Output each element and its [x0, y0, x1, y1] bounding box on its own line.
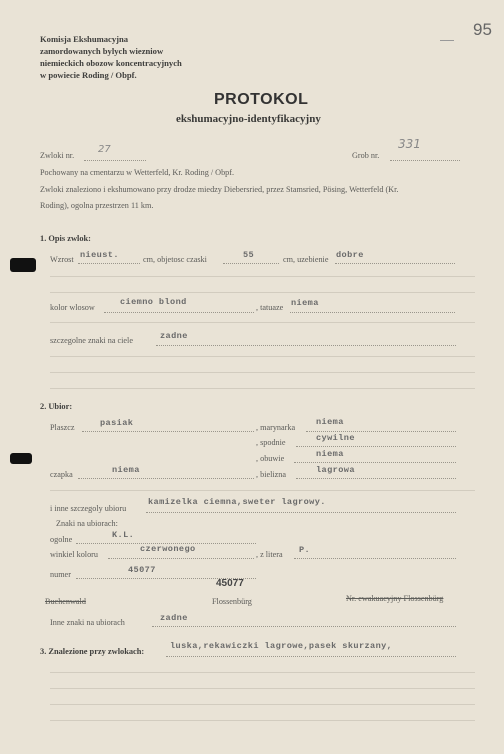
- cap-value: niema: [112, 465, 140, 475]
- burial-location: Pochowany na cmentarzu w Wetterfeld, Kr. Roding / Obpf.: [40, 168, 235, 177]
- buchenwald-label: [45, 597, 86, 606]
- coat-value: pasiak: [100, 418, 134, 428]
- jacket-value: niema: [316, 417, 344, 427]
- coat-label: Plaszcz: [50, 423, 75, 432]
- skull-value: 55: [243, 250, 255, 260]
- zwloki-value: 27: [98, 144, 111, 155]
- trousers-label: , spodnie: [256, 438, 286, 447]
- hair-color-value: ciemno blond: [120, 297, 187, 307]
- number-label: numer: [50, 570, 71, 579]
- tattoo-label: , tatuaze: [256, 303, 284, 312]
- teeth-value: dobre: [336, 250, 364, 260]
- buchenwald-text: Buchenwald: [45, 597, 86, 606]
- clothing-marks-label: Znaki na ubiorach:: [56, 519, 118, 528]
- stamp-number: 45077: [216, 578, 244, 589]
- letter-value: P.: [299, 545, 311, 555]
- tattoo-value: niema: [291, 298, 319, 308]
- evacuation-text: Nr. ewakuacyjny Flossenbürg: [346, 594, 444, 603]
- header-line: Komisja Ekshumacyjna: [40, 34, 129, 44]
- triangle-color-value: czerwonego: [140, 544, 196, 554]
- page-number: 95: [473, 20, 492, 39]
- letter-label: , z litera: [256, 550, 283, 559]
- zwloki-label: Zwloki nr.: [40, 151, 75, 160]
- flossenburg-label: Flossenbürg: [212, 597, 252, 606]
- found-items-value: luska,rekawiczki lagrowe,pasek skurzany,: [170, 641, 393, 651]
- commission-header: [40, 33, 182, 81]
- other-clothing-value: kamizelka ciemna,sweter lagrowy.: [148, 497, 326, 507]
- other-marks-label: Inne znaki na ubiorach: [50, 618, 125, 627]
- shoes-value: niema: [316, 449, 344, 459]
- other-marks-value: zadne: [160, 613, 188, 623]
- shoes-label: , obuwie: [256, 454, 285, 463]
- underwear-value: lagrowa: [316, 465, 355, 475]
- cm-skull-label: cm, objetosc czaski: [143, 255, 207, 264]
- document-title: PROTOKOL: [214, 91, 309, 108]
- wzrost-value: nieust.: [80, 250, 119, 260]
- general-label: ogolne: [50, 535, 73, 544]
- general-value: K.L.: [112, 530, 135, 540]
- number-value: 45077: [128, 565, 156, 575]
- body-marks-label: szczegolne znaki na ciele: [50, 336, 133, 345]
- jacket-label: , marynarka: [256, 423, 296, 432]
- header-line: w powiecie Roding / Obpf.: [40, 70, 137, 80]
- pencil-mark: [440, 40, 454, 41]
- section-found-items: 3. Znalezione przy zwlokach:: [40, 647, 145, 656]
- wzrost-label: Wzrost: [50, 255, 74, 264]
- evacuation-label: [346, 594, 443, 603]
- grob-value: 331: [398, 137, 421, 151]
- section-clothing: 2. Ubior:: [40, 402, 73, 411]
- triangle-color-label: winkiel koloru: [50, 550, 98, 559]
- cm-teeth-label: cm, uzebienie: [283, 255, 329, 264]
- section-body-description: 1. Opis zwlok:: [40, 234, 91, 243]
- hair-color-label: kolor wlosow: [50, 303, 95, 312]
- punch-hole: [10, 258, 36, 272]
- header-line: niemieckich obozow koncentracyjnych: [40, 58, 182, 68]
- punch-hole: [10, 453, 32, 464]
- document-subtitle: ekshumacyjno-identyfikacyjny: [176, 113, 321, 125]
- cap-label: czapka: [50, 470, 73, 479]
- grob-label: Grob nr.: [352, 151, 380, 160]
- underwear-label: , bielizna: [256, 470, 287, 479]
- trousers-value: cywilne: [316, 433, 355, 443]
- other-clothing-label: i inne szczegoly ubioru: [50, 504, 127, 513]
- header-line: zamordowanych bylych wiezniow: [40, 46, 164, 56]
- found-line-2: Roding), ogolna przestrzen 11 km.: [40, 201, 154, 210]
- body-marks-value: zadne: [160, 331, 188, 341]
- found-line-1: Zwloki znaleziono i ekshumowano przy drodze miedzy Diebersried, przez Stamsried, Pösing, Wetterfeld (Kr.: [40, 185, 399, 194]
